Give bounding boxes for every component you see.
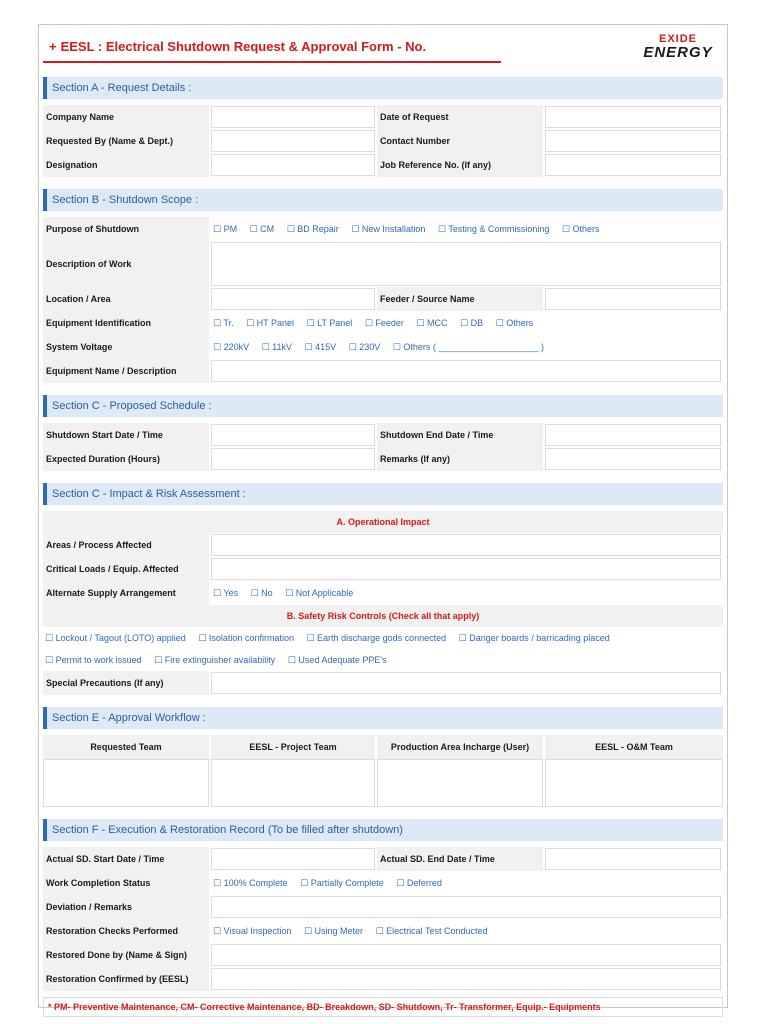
checkbox-electrical-test[interactable]: ☐ Electrical Test Conducted — [375, 926, 488, 936]
checkbox-partial[interactable]: ☐ Partially Complete — [300, 878, 384, 888]
row-company — [43, 105, 723, 129]
completion-options — [209, 871, 723, 895]
input-requested-by[interactable] — [211, 130, 375, 152]
checkbox-mcc[interactable]: ☐ MCC — [416, 318, 448, 328]
section-b-header: Section B - Shutdown Scope : — [43, 189, 723, 211]
logo-bottom-text: ENERGY — [643, 44, 713, 61]
checkbox-cm[interactable]: ☐ CM — [249, 224, 275, 234]
form-title-text: EESL : Electrical Shutdown Request & Approval Form - No. — [60, 39, 427, 54]
label-confirmed-by: Restoration Confirmed by (EESL) — [43, 967, 209, 991]
input-deviation[interactable] — [211, 896, 721, 918]
checkbox-permit[interactable]: ☐ Permit to work issued — [45, 655, 142, 665]
row-restored-by — [43, 943, 723, 967]
row-voltage — [43, 335, 723, 359]
checkbox-lt-panel[interactable]: ☐ LT Panel — [306, 318, 353, 328]
purpose-options — [209, 217, 723, 241]
checkbox-415v[interactable]: ☐ 415V — [304, 342, 337, 352]
form-title — [49, 39, 426, 54]
checkbox-voltage-others[interactable]: ☐ Others ( ____________________ ) — [392, 342, 544, 352]
label-checks: Restoration Checks Performed — [43, 919, 209, 943]
input-shutdown-end[interactable] — [545, 424, 721, 446]
voltage-options — [209, 335, 723, 359]
checkbox-new-installation[interactable]: ☐ New Installation — [351, 224, 426, 234]
logo-top-text: EXIDE — [658, 33, 697, 45]
checkbox-earth-discharge[interactable]: ☐ Earth discharge gods connected — [306, 633, 447, 643]
checkbox-db[interactable]: ☐ DB — [460, 318, 484, 328]
checkbox-equip-others[interactable]: ☐ Others — [495, 318, 534, 328]
col-requested-team: Requested Team — [43, 735, 209, 759]
label-completion: Work Completion Status — [43, 871, 209, 895]
checkbox-testing[interactable]: ☐ Testing & Commissioning — [437, 224, 550, 234]
label-actual-start: Actual SD. Start Date / Time — [43, 847, 209, 871]
checkbox-meter[interactable]: ☐ Using Meter — [303, 926, 364, 936]
label-job-reference: Job Reference No. (If any) — [377, 153, 543, 177]
input-confirmed-by[interactable] — [211, 968, 721, 990]
checkbox-yes[interactable]: ☐ Yes — [213, 588, 239, 598]
input-designation[interactable] — [211, 154, 375, 176]
input-equip-name[interactable] — [211, 360, 721, 382]
row-designation — [43, 153, 723, 177]
label-shutdown-end: Shutdown End Date / Time — [377, 423, 543, 447]
label-location: Location / Area — [43, 287, 209, 311]
row-description — [43, 241, 723, 287]
section-impact-header: Section C - Impact & Risk Assessment : — [43, 483, 723, 505]
input-location[interactable] — [211, 288, 375, 310]
checkbox-danger-boards[interactable]: ☐ Danger boards / barricading placed — [458, 633, 610, 643]
row-areas — [43, 533, 723, 557]
label-equipment-id: Equipment Identification — [43, 311, 209, 335]
input-actual-end[interactable] — [545, 848, 721, 870]
label-voltage: System Voltage — [43, 335, 209, 359]
section-f-header: Section F - Execution & Restoration Record (To be filled after shutdown) — [43, 819, 723, 841]
workflow-sign-row — [43, 759, 723, 807]
checkbox-ht-panel[interactable]: ☐ HT Panel — [246, 318, 295, 328]
label-company-name: Company Name — [43, 105, 209, 129]
input-actual-start[interactable] — [211, 848, 375, 870]
checkbox-220kv[interactable]: ☐ 220kV — [213, 342, 250, 352]
row-deviation — [43, 895, 723, 919]
section-c-header: Section C - Proposed Schedule : — [43, 395, 723, 417]
label-special: Special Precautions (If any) — [43, 671, 209, 695]
row-equip-name — [43, 359, 723, 383]
label-shutdown-start: Shutdown Start Date / Time — [43, 423, 209, 447]
row-location — [43, 287, 723, 311]
label-duration: Expected Duration (Hours) — [43, 447, 209, 471]
safety-options-row-2 — [43, 649, 723, 671]
row-alternate — [43, 581, 723, 605]
input-remarks[interactable] — [545, 448, 721, 470]
col-project-team: EESL - Project Team — [211, 735, 375, 759]
checkbox-loto[interactable]: ☐ Lockout / Tagout (LOTO) applied — [45, 633, 186, 643]
row-critical — [43, 557, 723, 581]
input-feeder[interactable] — [545, 288, 721, 310]
label-restored-by: Restored Done by (Name & Sign) — [43, 943, 209, 967]
checkbox-others[interactable]: ☐ Others — [561, 224, 600, 234]
label-description: Description of Work — [43, 241, 209, 287]
label-critical: Critical Loads / Equip. Affected — [43, 557, 209, 581]
equipment-options — [209, 311, 723, 335]
row-completion — [43, 871, 723, 895]
checkbox-fire-extinguisher[interactable]: ☐ Fire extinguisher availability — [154, 655, 276, 665]
checkbox-feeder[interactable]: ☐ Feeder — [364, 318, 404, 328]
checkbox-pm[interactable]: ☐ PM — [213, 224, 238, 234]
sign-om-team[interactable] — [545, 759, 723, 807]
label-feeder: Feeder / Source Name — [377, 287, 543, 311]
footnote: * PM- Preventive Maintenance, CM- Corrective Maintenance, BD- Breakdown, SD- Shutdown, Tr- Transformer, Equip.- Equipments — [43, 997, 723, 1017]
subheader-operational-impact: A. Operational Impact — [43, 511, 723, 533]
sign-requested-team[interactable] — [43, 759, 209, 807]
checkbox-tr[interactable]: ☐ Tr. — [213, 318, 234, 328]
label-deviation: Deviation / Remarks — [43, 895, 209, 919]
input-special[interactable] — [211, 672, 721, 694]
sign-project-team[interactable] — [211, 759, 375, 807]
row-special — [43, 671, 723, 695]
label-designation: Designation — [43, 153, 209, 177]
row-requested-by — [43, 129, 723, 153]
input-areas[interactable] — [211, 534, 721, 556]
label-actual-end: Actual SD. End Date / Time — [377, 847, 543, 871]
input-shutdown-start[interactable] — [211, 424, 375, 446]
row-confirmed-by — [43, 967, 723, 991]
input-job-reference[interactable] — [545, 154, 721, 176]
row-checks — [43, 919, 723, 943]
col-production-incharge: Production Area Incharge (User) — [377, 735, 543, 759]
checkbox-deferred[interactable]: ☐ Deferred — [396, 878, 442, 888]
row-duration — [43, 447, 723, 471]
label-equip-name: Equipment Name / Description — [43, 359, 209, 383]
input-critical[interactable] — [211, 558, 721, 580]
checkbox-230v[interactable]: ☐ 230V — [348, 342, 381, 352]
input-duration[interactable] — [211, 448, 375, 470]
checkbox-complete[interactable]: ☐ 100% Complete — [213, 878, 288, 888]
row-shutdown-start — [43, 423, 723, 447]
row-purpose — [43, 217, 723, 241]
label-contact-number: Contact Number — [377, 129, 543, 153]
checkbox-no[interactable]: ☐ No — [250, 588, 273, 598]
section-e-header: Section E - Approval Workflow : — [43, 707, 723, 729]
title-underline — [43, 61, 501, 63]
checkbox-isolation[interactable]: ☐ Isolation confirmation — [198, 633, 294, 643]
workflow-header-row — [43, 735, 723, 759]
form-page — [38, 24, 728, 1012]
checkbox-not-applicable[interactable]: ☐ Not Applicable — [285, 588, 354, 598]
row-actual-start — [43, 847, 723, 871]
alternate-options — [209, 581, 723, 605]
col-om-team: EESL - O&M Team — [545, 735, 723, 759]
checkbox-bd-repair[interactable]: ☐ BD Repair — [286, 224, 339, 234]
input-description[interactable] — [211, 242, 721, 286]
section-a-header: Section A - Request Details : — [43, 77, 723, 99]
subheader-safety-controls: B. Safety Risk Controls (Check all that apply) — [43, 605, 723, 627]
label-purpose: Purpose of Shutdown — [43, 217, 209, 241]
input-date-of-request[interactable] — [545, 106, 721, 128]
label-date-of-request: Date of Request — [377, 105, 543, 129]
input-contact-number[interactable] — [545, 130, 721, 152]
plus-icon: + — [49, 39, 57, 54]
row-equipment-id — [43, 311, 723, 335]
checkbox-ppe[interactable]: ☐ Used Adequate PPE's — [287, 655, 387, 665]
input-restored-by[interactable] — [211, 944, 721, 966]
form-header — [39, 25, 727, 77]
label-requested-by: Requested By (Name & Dept.) — [43, 129, 209, 153]
input-company-name[interactable] — [211, 106, 375, 128]
label-alternate: Alternate Supply Arrangement — [43, 581, 209, 605]
checkbox-visual[interactable]: ☐ Visual Inspection — [213, 926, 292, 936]
safety-options-row-1 — [43, 627, 723, 649]
checks-options — [209, 919, 723, 943]
label-remarks: Remarks (If any) — [377, 447, 543, 471]
checkbox-11kv[interactable]: ☐ 11kV — [261, 342, 293, 352]
sign-production-incharge[interactable] — [377, 759, 543, 807]
exide-energy-logo — [633, 33, 723, 67]
label-areas: Areas / Process Affected — [43, 533, 209, 557]
